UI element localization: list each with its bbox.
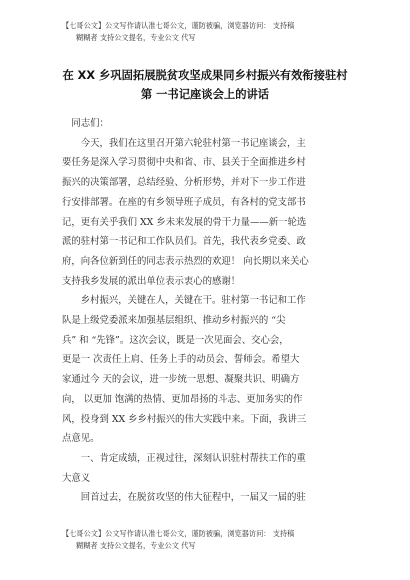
- body-line: 记，更有关乎我们 XX 乡未来发展的骨干力量——新一轮选: [62, 216, 307, 228]
- body-line: 家通过今 天的会议，进一步统一思想、凝聚共识、明确方: [62, 374, 300, 386]
- body-line: 点意见。: [62, 433, 100, 445]
- page-footer: [62, 528, 362, 552]
- body-line: 要任务是深入学习贯彻中央和省、市、县关于全面推进乡村: [62, 157, 306, 169]
- footer-line-2: 糊糊者 支持公文提名，专业公文 代写: [76, 541, 196, 550]
- body-line: 大意义: [62, 472, 91, 484]
- body-line: 队是上级党委派来加强基层组织、推动乡村振兴的 “尖: [62, 315, 286, 327]
- body-line: 更是一 次责任上肩、任务上手的动员会、誓师会。希望大: [62, 354, 300, 366]
- body-line: 支持我乡发展的派出单位表示衷心的感谢！: [62, 275, 241, 287]
- document-body: [62, 114, 354, 508]
- header-line-1: 【七哥公文】公文写作请认准七哥公文，谨防被骗，浏览器访问： 支持稿: [62, 21, 295, 30]
- document-title: [0, 66, 410, 104]
- body-line: 向， 以更加 饱满的热情、更加昂扬的斗志、更加务实的作: [62, 393, 303, 405]
- body-line: 振兴的决策部署，总结经验、分析形势，并对下一步工作进: [62, 177, 306, 189]
- footer-line-1: 【七哥公文】公文写作请认准七哥公文，谨防被骗，浏览器访问： 支持稿: [62, 529, 295, 538]
- body-line: 今天，我们在这里召开第六轮驻村第一书记座谈会，主: [62, 137, 306, 149]
- title-line-1: 在 XX 乡巩固拓展脱贫攻坚成果同乡村振兴有效衔接驻村: [62, 69, 348, 82]
- body-line: 一、肯定成绩，正视过往，深刻认识驻村帮扶工作的重: [62, 452, 306, 464]
- body-line: 乡村振兴，关键在人，关键在干。驻村第一书记和工作: [62, 295, 306, 307]
- body-line: 府，向各位新到任的同志表示热烈的欢迎！ 向长期以来关心: [62, 255, 309, 267]
- body-line: 回首过去，在脱贫攻坚的伟大征程中，一届又一届的驻: [62, 492, 306, 504]
- body-line: 同志们：: [62, 118, 109, 129]
- title-line-2: 第 一书记座谈会上的讲话: [140, 88, 270, 101]
- body-line: 行安排部署。在座的有乡领导班子成员，有各村的党支部书: [62, 196, 306, 208]
- body-line: 派的驻村第一书记和工作队员们。首先，我代表乡党委、政: [62, 236, 306, 248]
- body-line: 兵” 和 “先锋”。这次会议，既是一次见面会、交心会，: [62, 334, 289, 346]
- body-line: 风，投身到 XX 乡乡村振兴的伟大实践中来。下面，我讲三: [62, 413, 307, 425]
- header-line-2: 糊糊者 支持公文提名，专业公文 代写: [76, 33, 196, 42]
- page-header: [62, 20, 362, 44]
